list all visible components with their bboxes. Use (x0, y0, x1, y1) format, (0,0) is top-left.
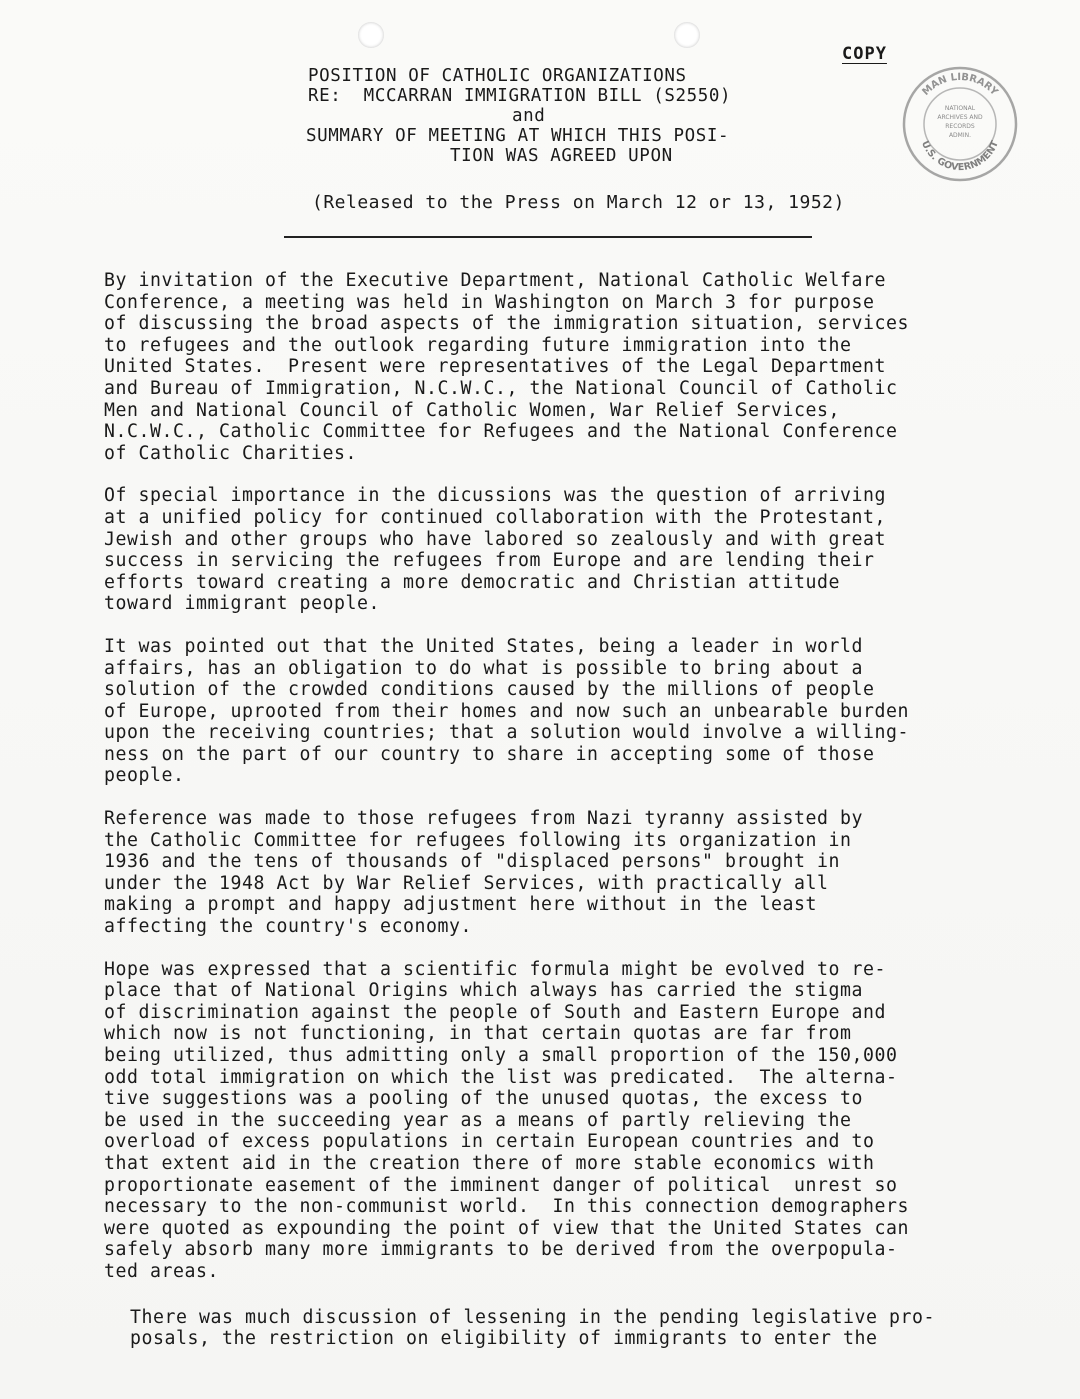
text-line: tive suggestions was a pooling of the unused quotas, the excess to (104, 1088, 863, 1110)
copy-mark: COPY (842, 44, 887, 64)
text-line: safely absorb many more immigrants to be derived from the overpopula- (104, 1239, 898, 1261)
text-line: of discussing the broad aspects of the immigration situation, services (104, 313, 909, 335)
document-header (250, 66, 850, 166)
text-line: making a prompt and happy adjustment here without in the least (104, 894, 817, 916)
text-line: which now is not functioning, in that certain quotas are far from (104, 1023, 852, 1045)
text-line: solution of the crowded conditions caused by the millions of people (104, 679, 875, 701)
divider-rule (284, 236, 812, 238)
punch-hole (358, 22, 384, 48)
text-line: of Catholic Charities. (104, 442, 357, 464)
text-line: the Catholic Committee for refugees following its organization in (104, 829, 852, 851)
header-summary: SUMMARY OF MEETING AT WHICH THIS POSI- (306, 126, 730, 146)
svg-text:U.S. GOVERNMENT (919, 139, 1001, 173)
text-line: were quoted as expounding the point of view that the United States can (104, 1217, 909, 1239)
text-line: toward immigrant people. (104, 593, 380, 615)
text-line: Hope was expressed that a scientific formula might be evolved to re- (104, 958, 886, 980)
text-line: upon the receiving countries; that a solution would involve a willing- (104, 722, 909, 744)
text-line: ted areas. (104, 1260, 219, 1282)
text-line: overload of excess populations in certain European countries and to (104, 1131, 875, 1153)
punch-hole (674, 22, 700, 48)
paragraph-refugees (104, 808, 1004, 938)
text-line: odd total immigration on which the list was predicated. The alterna- (104, 1066, 898, 1088)
paragraph-formula (104, 959, 1004, 1283)
stamp-bottom-text: U.S. GOVERNMENT (919, 139, 1001, 174)
text-line: ness on the part of our country to share in accepting some of those (104, 743, 875, 765)
text-line: people. (104, 765, 185, 787)
paragraph-obligation (104, 636, 1004, 787)
text-line: affecting the country's economy. (104, 916, 472, 938)
header-conjunction: and (512, 106, 546, 126)
stamp-center-line: NATIONAL (944, 105, 976, 112)
text-line: be used in the succeeding year as a means of partly relieving the (104, 1109, 852, 1131)
paragraph-invitation (104, 270, 1004, 464)
header-subject: RE: MCCARRAN IMMIGRATION BILL (S2550) (308, 86, 732, 106)
text-line: It was pointed out that the United States, being a leader in world (104, 635, 863, 657)
text-line: posals, the restriction on eligibility of immigrants to enter the (130, 1328, 878, 1350)
text-line: of Europe, uprooted from their homes and now such an unbearable burden (104, 700, 909, 722)
text-line: at a unified policy for continued collaboration with the Protestant, (104, 506, 886, 528)
stamp-center-line: ARCHIVES AND (937, 114, 983, 121)
stamp-center-line: RECORDS (945, 123, 975, 130)
text-line: Men and National Council of Catholic Women, War Relief Services, (104, 399, 840, 421)
text-line: Of special importance in the dicussions was the question of arriving (104, 485, 886, 507)
text-line: of discrimination against the people of South and Eastern Europe and (104, 1001, 886, 1023)
text-line: efforts toward creating a more democratic and Christian attitude (104, 571, 840, 593)
header-summary-cont: TION WAS AGREED UPON (450, 146, 673, 166)
text-line: 1936 and the tens of thousands of "displaced persons" brought in (104, 851, 840, 873)
text-line: affairs, has an obligation to do what is possible to bring about a (104, 657, 863, 679)
text-line: and Bureau of Immigration, N.C.W.C., the National Council of Catholic (104, 377, 898, 399)
text-line: Jewish and other groups who have labored so zealously and with great (104, 528, 886, 550)
text-line: N.C.W.C., Catholic Committee for Refugees and the National Conference (104, 421, 898, 443)
text-line: Reference was made to those refugees from Nazi tyranny assisted by (104, 808, 863, 830)
text-line: being utilized, thus admitting only a small proportion of the 150,000 (104, 1045, 898, 1066)
header-title: POSITION OF CATHOLIC ORGANIZATIONS (308, 66, 687, 86)
text-line: necessary to the non-communist world. In this connection demographers (104, 1196, 909, 1218)
text-line: success in servicing the refugees from Europe and are lending their (104, 550, 875, 572)
release-note: (Released to the Press on March 12 or 13, 1952) (312, 192, 845, 213)
document-body (104, 270, 1004, 1374)
text-line: place that of National Origins which always has carried the stigma (104, 980, 863, 1002)
archives-stamp (900, 64, 1020, 184)
text-line: Conference, a meeting was held in Washington on March 3 for purpose (104, 291, 875, 313)
text-line: under the 1948 Act by War Relief Services, with practically all (104, 872, 829, 894)
text-line: to refugees and the outlook regarding future immigration into the (104, 334, 852, 356)
text-line: By invitation of the Executive Department, National Catholic Welfare (104, 270, 886, 291)
stamp-top-text: MAN LIBRARY (920, 71, 1000, 98)
text-line: proportionate easement of the imminent danger of political unrest so (104, 1174, 898, 1196)
text-line: that extent aid in the creation there of more stable economics with (104, 1152, 875, 1174)
paragraph-unified-policy (104, 485, 1004, 615)
text-line: There was much discussion of lessening in the pending legislative pro- (130, 1306, 935, 1328)
text-line: United States. Present were representatives of the Legal Department (104, 356, 886, 378)
stamp-center-line: ADMIN. (948, 132, 972, 139)
paragraph-discussion (104, 1307, 1004, 1350)
